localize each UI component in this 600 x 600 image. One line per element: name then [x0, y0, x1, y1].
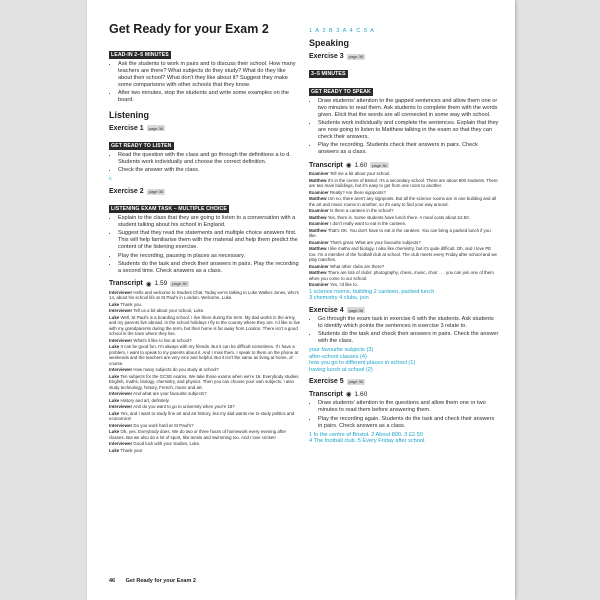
exercise-1-answer: c — [109, 176, 112, 183]
exercise-3-title: Exercise 3 — [309, 53, 344, 60]
exercise-4-heading — [309, 307, 499, 314]
transcript-line — [109, 423, 301, 429]
transcript-line — [309, 240, 499, 246]
leadin-list — [109, 61, 301, 104]
leadin-label: LEAD-IN 2–5 MINUTES — [111, 52, 169, 58]
transcript-page-ref: page 36 — [172, 281, 187, 287]
speaker-name: Examiner — [309, 239, 329, 245]
speaking-heading: Speaking — [309, 38, 350, 48]
exercise-3-heading — [309, 53, 499, 60]
exercise-1-bullet: • Check the answer with the class. — [118, 167, 301, 174]
speech-text: It's in the centre of Bristol. It's a secondary school. There are about 800 students. There are two main buildings, but it's easy to get from one room to another. — [309, 177, 498, 189]
transcript-line — [309, 208, 499, 214]
speaker-name: Luke — [109, 397, 120, 403]
speech-text: How many subjects do you study at school? — [133, 367, 219, 373]
track-number: 1.60 — [354, 390, 368, 398]
speech-text: Thank you. — [120, 301, 143, 307]
speech-text: Do you work hard at St Paul's? — [133, 422, 194, 428]
exercise-3-bullet: • Draw students' attention to the gapped sentences and allow them one or two minutes to read them. Ask students to complete them with the words given. Elicit that the words are all connected in some way with school. — [318, 98, 499, 119]
speech-text: Ten subjects for the GCSE exams. We take those exams when we're 16. Everybody studies English, maths, biology, chemistry, and physics. Then you can choose your own subjects. I also study technology, history, French, music and art. — [109, 373, 299, 390]
transcript-line — [309, 196, 499, 207]
speech-text: Yes, there is. Some students have lunch there. A meal costs about £2.50. — [327, 214, 470, 220]
transcript-160 — [309, 171, 499, 288]
speaker-name: Matthew — [309, 214, 327, 220]
transcript-line — [109, 441, 301, 447]
exercise-5-bullet: • Play the recording again. Students do the task and check their answers in pairs. Check answers as a class. — [318, 416, 499, 430]
cd-icon: ◉ — [145, 280, 152, 288]
cd-icon: ◉ — [345, 162, 352, 170]
speech-text: Yes, and I want to study fine art and art history, but my dad wants me to study politics and economics! — [109, 410, 295, 422]
exercise-2-bullet: • Play the recording, pausing in places as necessary. — [118, 253, 301, 260]
speech-text: History and art, definitely. — [120, 397, 170, 403]
exercise-5-heading — [309, 378, 499, 385]
speaker-name: Luke — [109, 314, 120, 320]
exercise-3-time-label: 3–5 MINUTES — [311, 71, 346, 77]
answer-line: your favourite subjects (3) — [309, 347, 374, 354]
speaker-name: Interviewer — [109, 289, 133, 295]
exercise-3-bullet: • Play the recording. Students check their answers in pairs. Check answers as a class. — [318, 142, 499, 156]
transcript-line — [109, 344, 301, 366]
speech-text: What other clubs are there? — [330, 263, 385, 269]
exercise-1-page-ref: page 36 — [148, 125, 164, 131]
transcript-line — [109, 448, 301, 454]
answer-line: how you go to different places in school (1) — [309, 360, 416, 367]
exercise-2-bullet: • Students do the task and check their answers in pairs. Play the recording a second time. Check answers as a class. — [118, 261, 301, 275]
speech-text: There are lots of clubs: photography, chess, music, choir . . . you can join one of them when you come to our school. — [309, 270, 494, 281]
exercise-4-answers — [309, 347, 499, 373]
speaker-name: Luke — [109, 373, 120, 379]
speech-text: Thank you! — [120, 447, 143, 453]
transcript-line — [309, 264, 499, 270]
transcript-line — [109, 411, 301, 422]
transcript-title: Transcript — [309, 161, 343, 169]
speech-text: And do you want to go to university when you're 18? — [133, 404, 235, 410]
leadin-bullet: • Ask the students to work in pairs and to discuss their school. How many teachers are there? What subjects do they study? What do they like about their school? What don't they like about it? Suggest they make some comparisons with other schools that they know. — [118, 61, 301, 89]
speech-text: What's it like to live at school? — [133, 337, 192, 343]
exercise-2-answers: 1 A 2 B 3 A 4 C 5 A — [309, 28, 375, 34]
transcript-line — [109, 315, 301, 337]
exercise-4-bullet: • Students do the task and check their answers in pairs. Check the answer with the class. — [318, 331, 499, 345]
speaker-name: Luke — [109, 429, 120, 435]
exercise-2-label: LISTENING EXAM TASK – MULTIPLE CHOICE — [111, 206, 227, 213]
speaker-name: Matthew — [309, 270, 327, 276]
transcript-line — [109, 429, 301, 440]
page-number: 46 — [109, 578, 116, 584]
exercise-5-list — [309, 400, 499, 429]
exercise-5-bullet: • Draw students' attention to the questions and allow them one or two minutes to read them before answering them. — [318, 400, 499, 414]
speaker-name: Luke — [109, 344, 120, 350]
transcript-line — [309, 246, 499, 263]
page-footer — [109, 578, 205, 584]
speech-text: Well, St Paul's is a boarding school. I live there during the term. My dad works in the army, and my parents live abroad. In the school holidays I fly to the country where they are. I'd like to live with my grandparents during the term, but their home is far away from London. There isn't a good school in the town where they live. — [109, 314, 301, 337]
transcript-line — [109, 338, 301, 344]
speech-text: Is there a canteen in the school? — [330, 208, 394, 214]
transcript-160-heading — [309, 161, 499, 169]
speech-text: It can be good fun. I'm always with my friends. But it can be difficult sometimes. If I have a problem, I want to speak to my parents about it. And I miss them. I speak to them on the phone at weekends and the teachers are very nice and helpful. But it isn't the same as living at home, of course. — [109, 344, 299, 366]
speaker-name: Examiner — [309, 282, 329, 288]
document-page — [87, 0, 515, 600]
speech-text: And what are your favourite subjects? — [133, 391, 207, 397]
exercise-4-bullet: • Go through the exam task in exercise 6 with the students. Ask students to identify which points the sentences in exercise 3 relate to. — [318, 316, 499, 330]
answer-line: after-school classes (4) — [309, 353, 367, 360]
exercise-5-title: Exercise 5 — [309, 378, 344, 386]
cd-icon: ◉ — [345, 391, 352, 399]
speaker-name: Matthew — [309, 246, 327, 252]
speaker-name: Examiner — [309, 189, 329, 195]
transcript-title: Transcript — [309, 390, 343, 398]
track-number: 1.60 — [354, 161, 368, 169]
speaker-name: Matthew — [309, 196, 327, 202]
exercise-5-answers — [309, 432, 499, 445]
transcript-line — [109, 308, 301, 314]
transcript-159 — [109, 290, 301, 454]
speaker-name: Interviewer — [109, 337, 133, 343]
speech-text: Tell me a bit about your school. — [329, 171, 391, 177]
exercise-1-title: Exercise 1 — [109, 124, 144, 132]
transcript-line — [309, 221, 499, 227]
answer-line: 4 The football club. 5 Every Friday after school. — [309, 438, 426, 445]
exercise-2-page-ref: page 36 — [148, 189, 164, 195]
left-column — [109, 22, 301, 454]
transcript-line — [309, 178, 499, 189]
transcript-line — [309, 228, 499, 239]
answer-line: having lunch at school (2) — [309, 366, 373, 373]
transcript-line — [309, 282, 499, 288]
speech-text: That's OK. You don't have to eat in the canteen. You can bring a packed lunch if you like. — [309, 227, 491, 239]
answer-line: 1 In the centre of Bristol. 2 About 800. 3 £2.50 — [309, 431, 423, 438]
transcript-line — [109, 374, 301, 391]
transcript-160-repeat-heading — [309, 390, 499, 398]
exercise-3-page-ref: page 36 — [348, 54, 364, 59]
speech-text: Hello and welcome to Student Chat. Today we're talking to Luke Walker-Jones, who's 14, about his school life at St Paul's in London. Welcome, Luke. — [109, 289, 299, 301]
exercise-4-list — [309, 316, 499, 345]
speech-text: Really? Are there signposts? — [330, 189, 386, 195]
footer-title: Get Ready for your Exam 2 — [125, 578, 196, 584]
speaker-name: Examiner — [309, 263, 329, 269]
speaker-name: Luke — [109, 447, 120, 453]
speech-text: That's great. What are your favourite subjects? — [329, 239, 421, 245]
transcript-line — [309, 171, 499, 177]
speech-text: Um no, there aren't any signposts. But all the science rooms are in one building and all the art and music rooms in another, so it's easy to find your way around. — [309, 196, 497, 207]
exercise-4-page-ref: page 36 — [348, 307, 364, 313]
speaker-name: Interviewer — [109, 441, 133, 447]
speaker-name: Matthew — [309, 177, 327, 183]
exercise-2-title: Exercise 2 — [109, 188, 144, 196]
exercise-4-title: Exercise 4 — [309, 306, 344, 314]
speaker-name: Interviewer — [109, 367, 133, 373]
speaker-name: Examiner — [309, 221, 329, 227]
speech-text: Yes, I'd like to. — [329, 282, 358, 288]
listening-heading: Listening — [109, 109, 149, 120]
speech-text: I don't really want to eat in the canteen. — [330, 221, 407, 227]
right-column — [309, 22, 499, 446]
exercise-3-bullet: • Students work individually and complete the sentences. Explain that they are now going to listen to Matthew talking in the exam so that they can check their answers. — [318, 120, 499, 141]
exercise-2-bullet: • Explain to the class that they are going to listen to a conversation with a student talking about his school in England. — [118, 215, 301, 229]
exercise-3-list — [309, 98, 499, 156]
speaker-name: Matthew — [309, 227, 327, 233]
transcript-title: Transcript — [109, 280, 143, 288]
speech-text: I like maths and biology. I also like chemistry, but it's quite difficult. Oh, and I love PE too. I'm a member of the football club at school. The club meets every Friday after school and we play matches. — [309, 246, 497, 263]
exercise-3-answers — [309, 289, 499, 302]
exercise-5-page-ref: page 36 — [348, 379, 364, 385]
leadin-bullet: • After two minutes, stop the students and write some examples on the board. — [118, 90, 301, 104]
transcript-line — [109, 404, 301, 410]
page-title: Get Ready for your Exam 2 — [109, 22, 269, 36]
transcript-line — [109, 398, 301, 404]
track-number: 1.59 — [154, 280, 168, 288]
answer-line: 1 science rooms, building 2 canteen, packed lunch — [309, 288, 435, 295]
speaker-name: Examiner — [309, 171, 329, 177]
transcript-line — [109, 391, 301, 397]
speaker-name: Examiner — [309, 208, 329, 214]
speech-text: Oh, yes. Everybody does. We do two or three hours of homework every evening after classes. But we also do a lot of sport, like tennis and swimming too. And I love cricket! — [109, 429, 287, 440]
exercise-1-heading — [109, 125, 301, 132]
answer-line: 3 chemistry 4 clubs, join — [309, 295, 369, 302]
transcript-line — [109, 302, 301, 308]
speaker-name: Interviewer — [109, 404, 133, 410]
speaker-name: Interviewer — [109, 422, 133, 428]
speech-text: Tell us a bit about your school, Luke. — [133, 308, 205, 314]
exercise-3-label: GET READY TO SPEAK — [311, 89, 371, 95]
transcript-line — [109, 367, 301, 373]
speaker-name: Luke — [109, 301, 120, 307]
transcript-line — [309, 270, 499, 281]
exercise-1-list — [109, 152, 301, 174]
transcript-line — [309, 215, 499, 221]
transcript-page-ref: page 36 — [372, 162, 387, 168]
speaker-name: Interviewer — [109, 391, 133, 397]
exercise-1-label: GET READY TO LISTEN — [111, 142, 172, 149]
exercise-2-heading — [109, 188, 301, 195]
speaker-name: Luke — [109, 410, 120, 416]
speech-text: Good luck with your studies, Luke. — [133, 441, 201, 447]
transcript-159-heading — [109, 280, 301, 288]
speaker-name: Interviewer — [109, 308, 133, 314]
exercise-1-bullet: • Read the question with the class and go through the definitions a to d. Students work individually and choose the correct definition. — [118, 152, 301, 166]
exercise-2-list — [109, 215, 301, 275]
transcript-line — [109, 290, 301, 301]
exercise-2-bullet: • Suggest that they read the statements and multiple choice answers first. This will help familiarise them with the material and help them predict the content of the listening exercise. — [118, 230, 301, 251]
transcript-line — [309, 190, 499, 196]
